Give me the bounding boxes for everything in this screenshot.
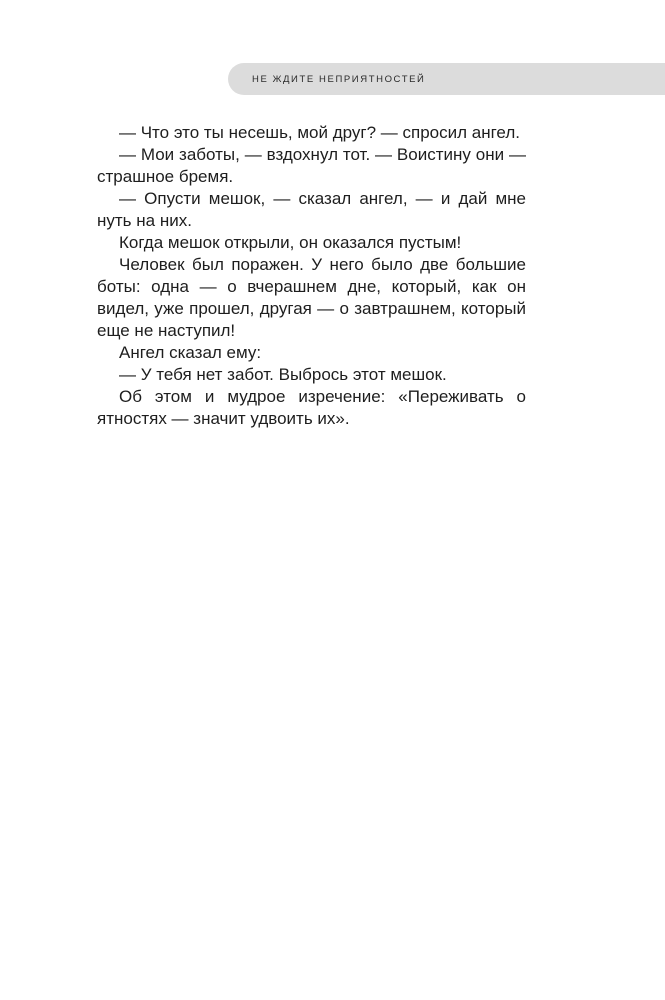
running-header-title: НЕ ЖДИТЕ НЕПРИЯТНОСТЕЙ [252,73,426,85]
running-header [228,63,665,95]
text-line: — Опусти мешок, — сказал ангел, — и дай мне [119,189,526,208]
text-line: Ангел сказал ему: [119,343,262,362]
text-line: Когда мешок открыли, он оказался пустым! [119,233,462,252]
text-line: — У тебя нет забот. Выбрось этот мешок. [119,365,447,384]
text-line: видел, уже прошел, другая — о завтрашнем, который [97,299,526,318]
text-line: ятностях — значит удвоить их». [97,409,350,428]
text-line: — Что это ты несешь, мой друг? — спросил ангел. [119,123,520,142]
text-line: Человек был поражен. У него было две большие [119,255,526,274]
text-line: Об этом и мудрое изречение: «Переживать о [119,387,526,406]
text-line: еще не наступил! [97,321,236,340]
page-body [97,122,526,430]
text-line: боты: одна — о вчерашнем дне, который, как он [97,277,526,296]
text-line: страшное бремя. [97,167,234,186]
text-line: нуть на них. [97,211,192,230]
text-line: — Мои заботы, — вздохнул тот. — Воистину они — [119,145,526,164]
